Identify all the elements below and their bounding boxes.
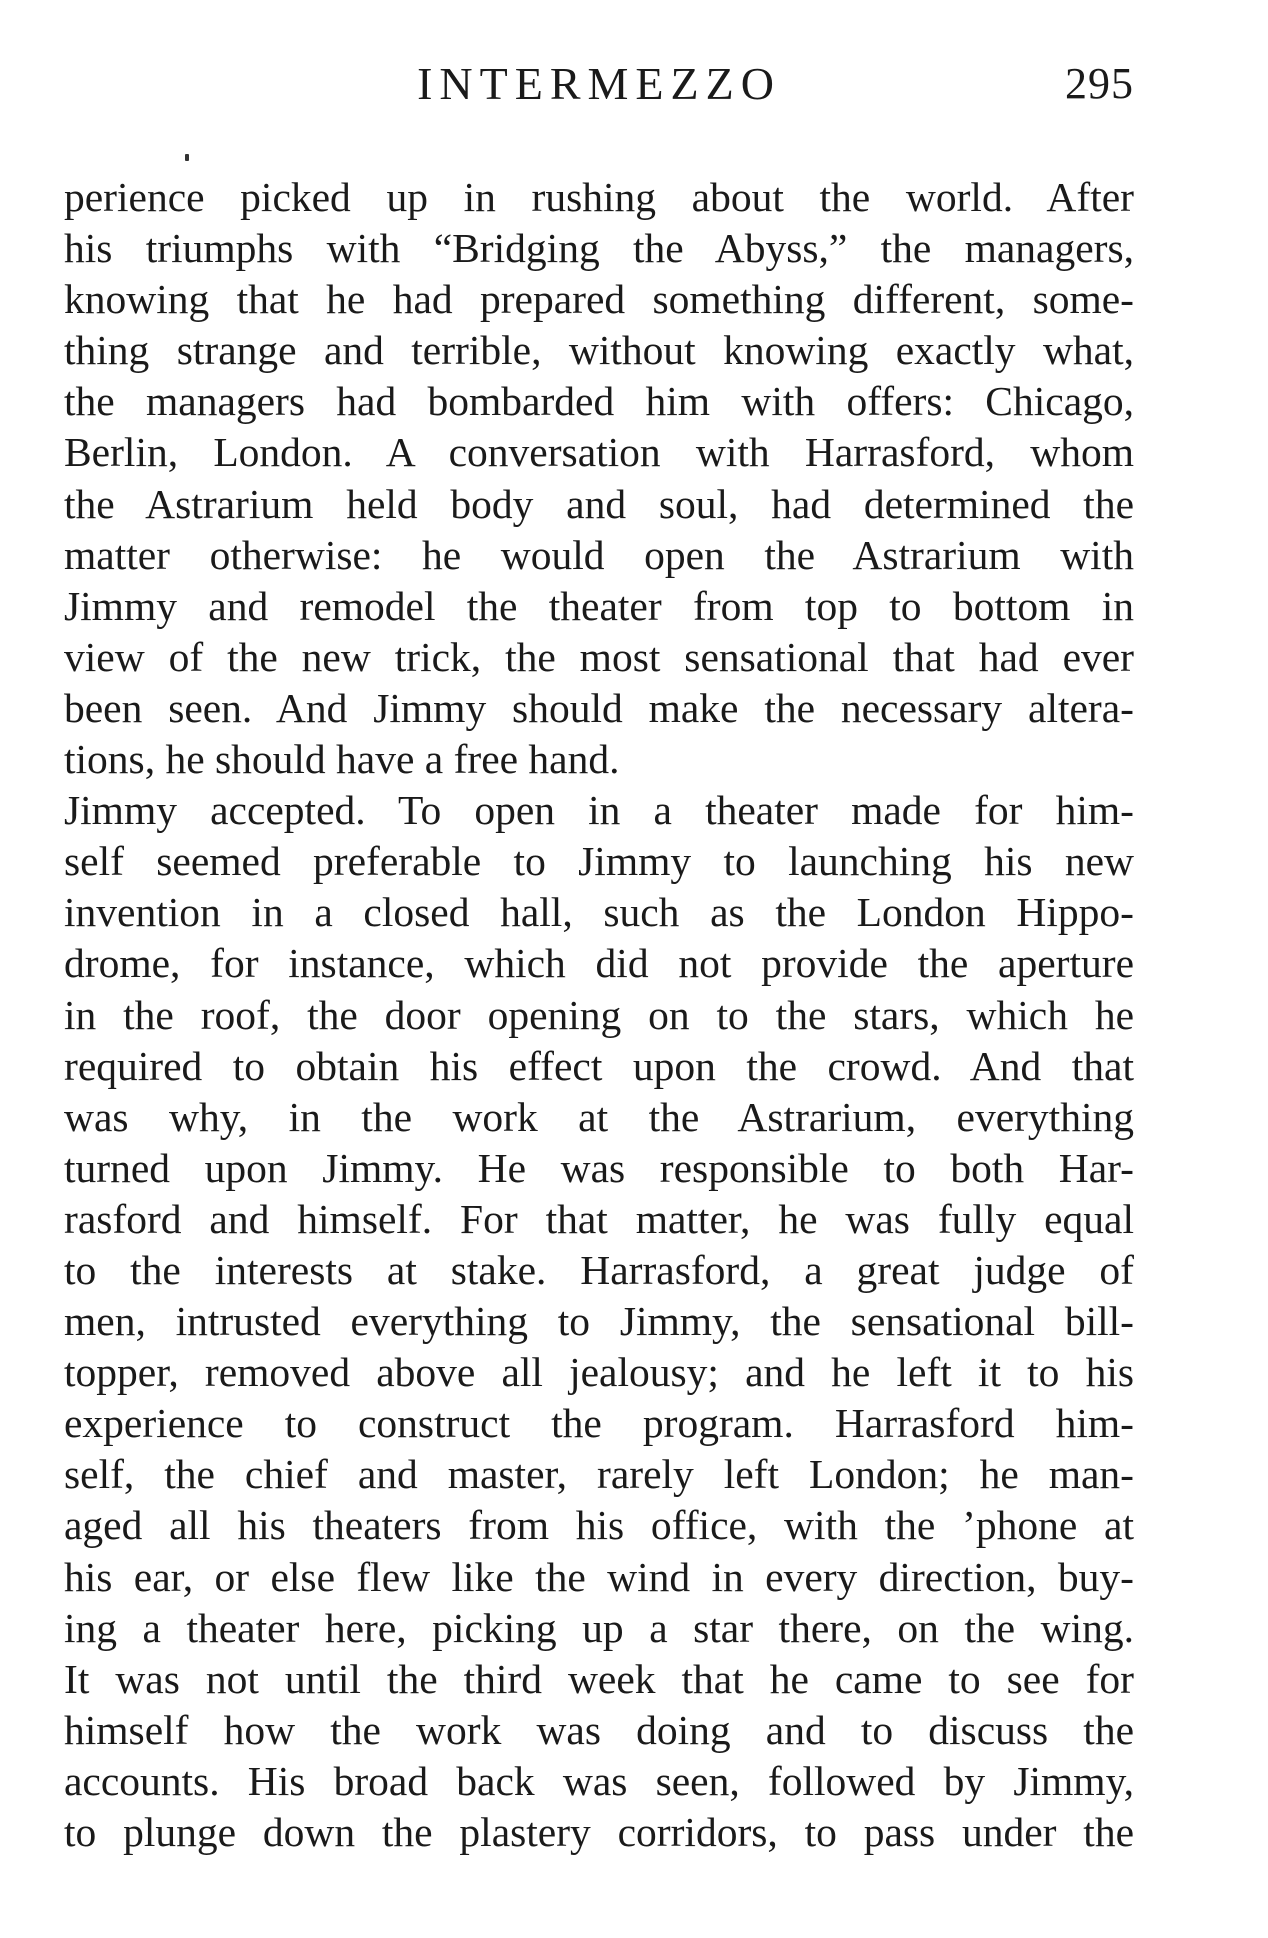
text-line: perience picked up in rushing about the world. After [64,174,1134,220]
text-line: Jimmy and remodel the theater from top to bottom in [64,582,1134,629]
text-line: knowing that he had prepared something different, some- [64,276,1134,323]
text-line: to plunge down the plastery corridors, to pass under the [64,1809,1134,1855]
text-line: view of the new trick, the most sensational that had ever [64,633,1134,680]
text-line: Berlin, London. A conversation with Harrasford, whom [64,429,1134,476]
text-line: self, the chief and master, rarely left London; he man- [64,1451,1134,1498]
text-line: required to obtain his effect upon the crowd. And that [64,1042,1134,1089]
text-line: men, intrusted everything to Jimmy, the sensational bill- [64,1298,1134,1345]
body-text [64,172,1134,1858]
text-line: was why, in the work at the Astrarium, everything [64,1093,1134,1140]
text-line: rasford and himself. For that matter, he was fully equal [64,1195,1134,1242]
text-line: ing a theater here, picking up a star there, on the wing. [64,1604,1134,1651]
text-line: drome, for instance, which did not provide the aperture [64,940,1134,987]
text-line: himself how the work was doing and to discuss the [64,1706,1134,1753]
running-title: INTERMEZZO [417,58,781,109]
book-page [64,54,1134,1914]
text-line: aged all his theaters from his office, with the ’phone at [64,1502,1134,1549]
text-line: turned upon Jimmy. He was responsible to both Har- [64,1144,1134,1191]
text-line: his triumphs with “Bridging the Abyss,” the managers, [64,225,1134,272]
text-line: the managers had bombarded him with offers: Chicago, [64,378,1134,425]
text-line: experience to construct the program. Harrasford him- [64,1400,1134,1447]
paragraph-end-line: tions, he should have a free hand. [64,736,620,783]
text-line: his ear, or else flew like the wind in every direction, buy- [64,1553,1134,1600]
text-line: It was not until the third week that he came to see for [64,1655,1134,1702]
text-line: been seen. And Jimmy should make the necessary altera- [64,684,1134,731]
text-line: accounts. His broad back was seen, followed by Jimmy, [64,1757,1134,1804]
text-line: self seemed preferable to Jimmy to launching his new [64,838,1134,885]
running-head [64,54,1134,114]
text-line: to the interests at stake. Harrasford, a great judge of [64,1246,1134,1293]
text-line: topper, removed above all jealousy; and he left it to his [64,1349,1134,1396]
page-number: 295 [1065,59,1134,108]
paragraph-start-line: Jimmy accepted. To open in a theater made for him- [64,787,1134,834]
text-line: invention in a closed hall, such as the London Hippo- [64,889,1134,936]
text-line: thing strange and terrible, without knowing exactly what, [64,327,1134,374]
text-line: matter otherwise: he would open the Astrarium with [64,531,1134,578]
print-speck [185,154,189,161]
text-line: the Astrarium held body and soul, had determined the [64,480,1134,527]
text-line: in the roof, the door opening on to the stars, which he [64,991,1134,1038]
